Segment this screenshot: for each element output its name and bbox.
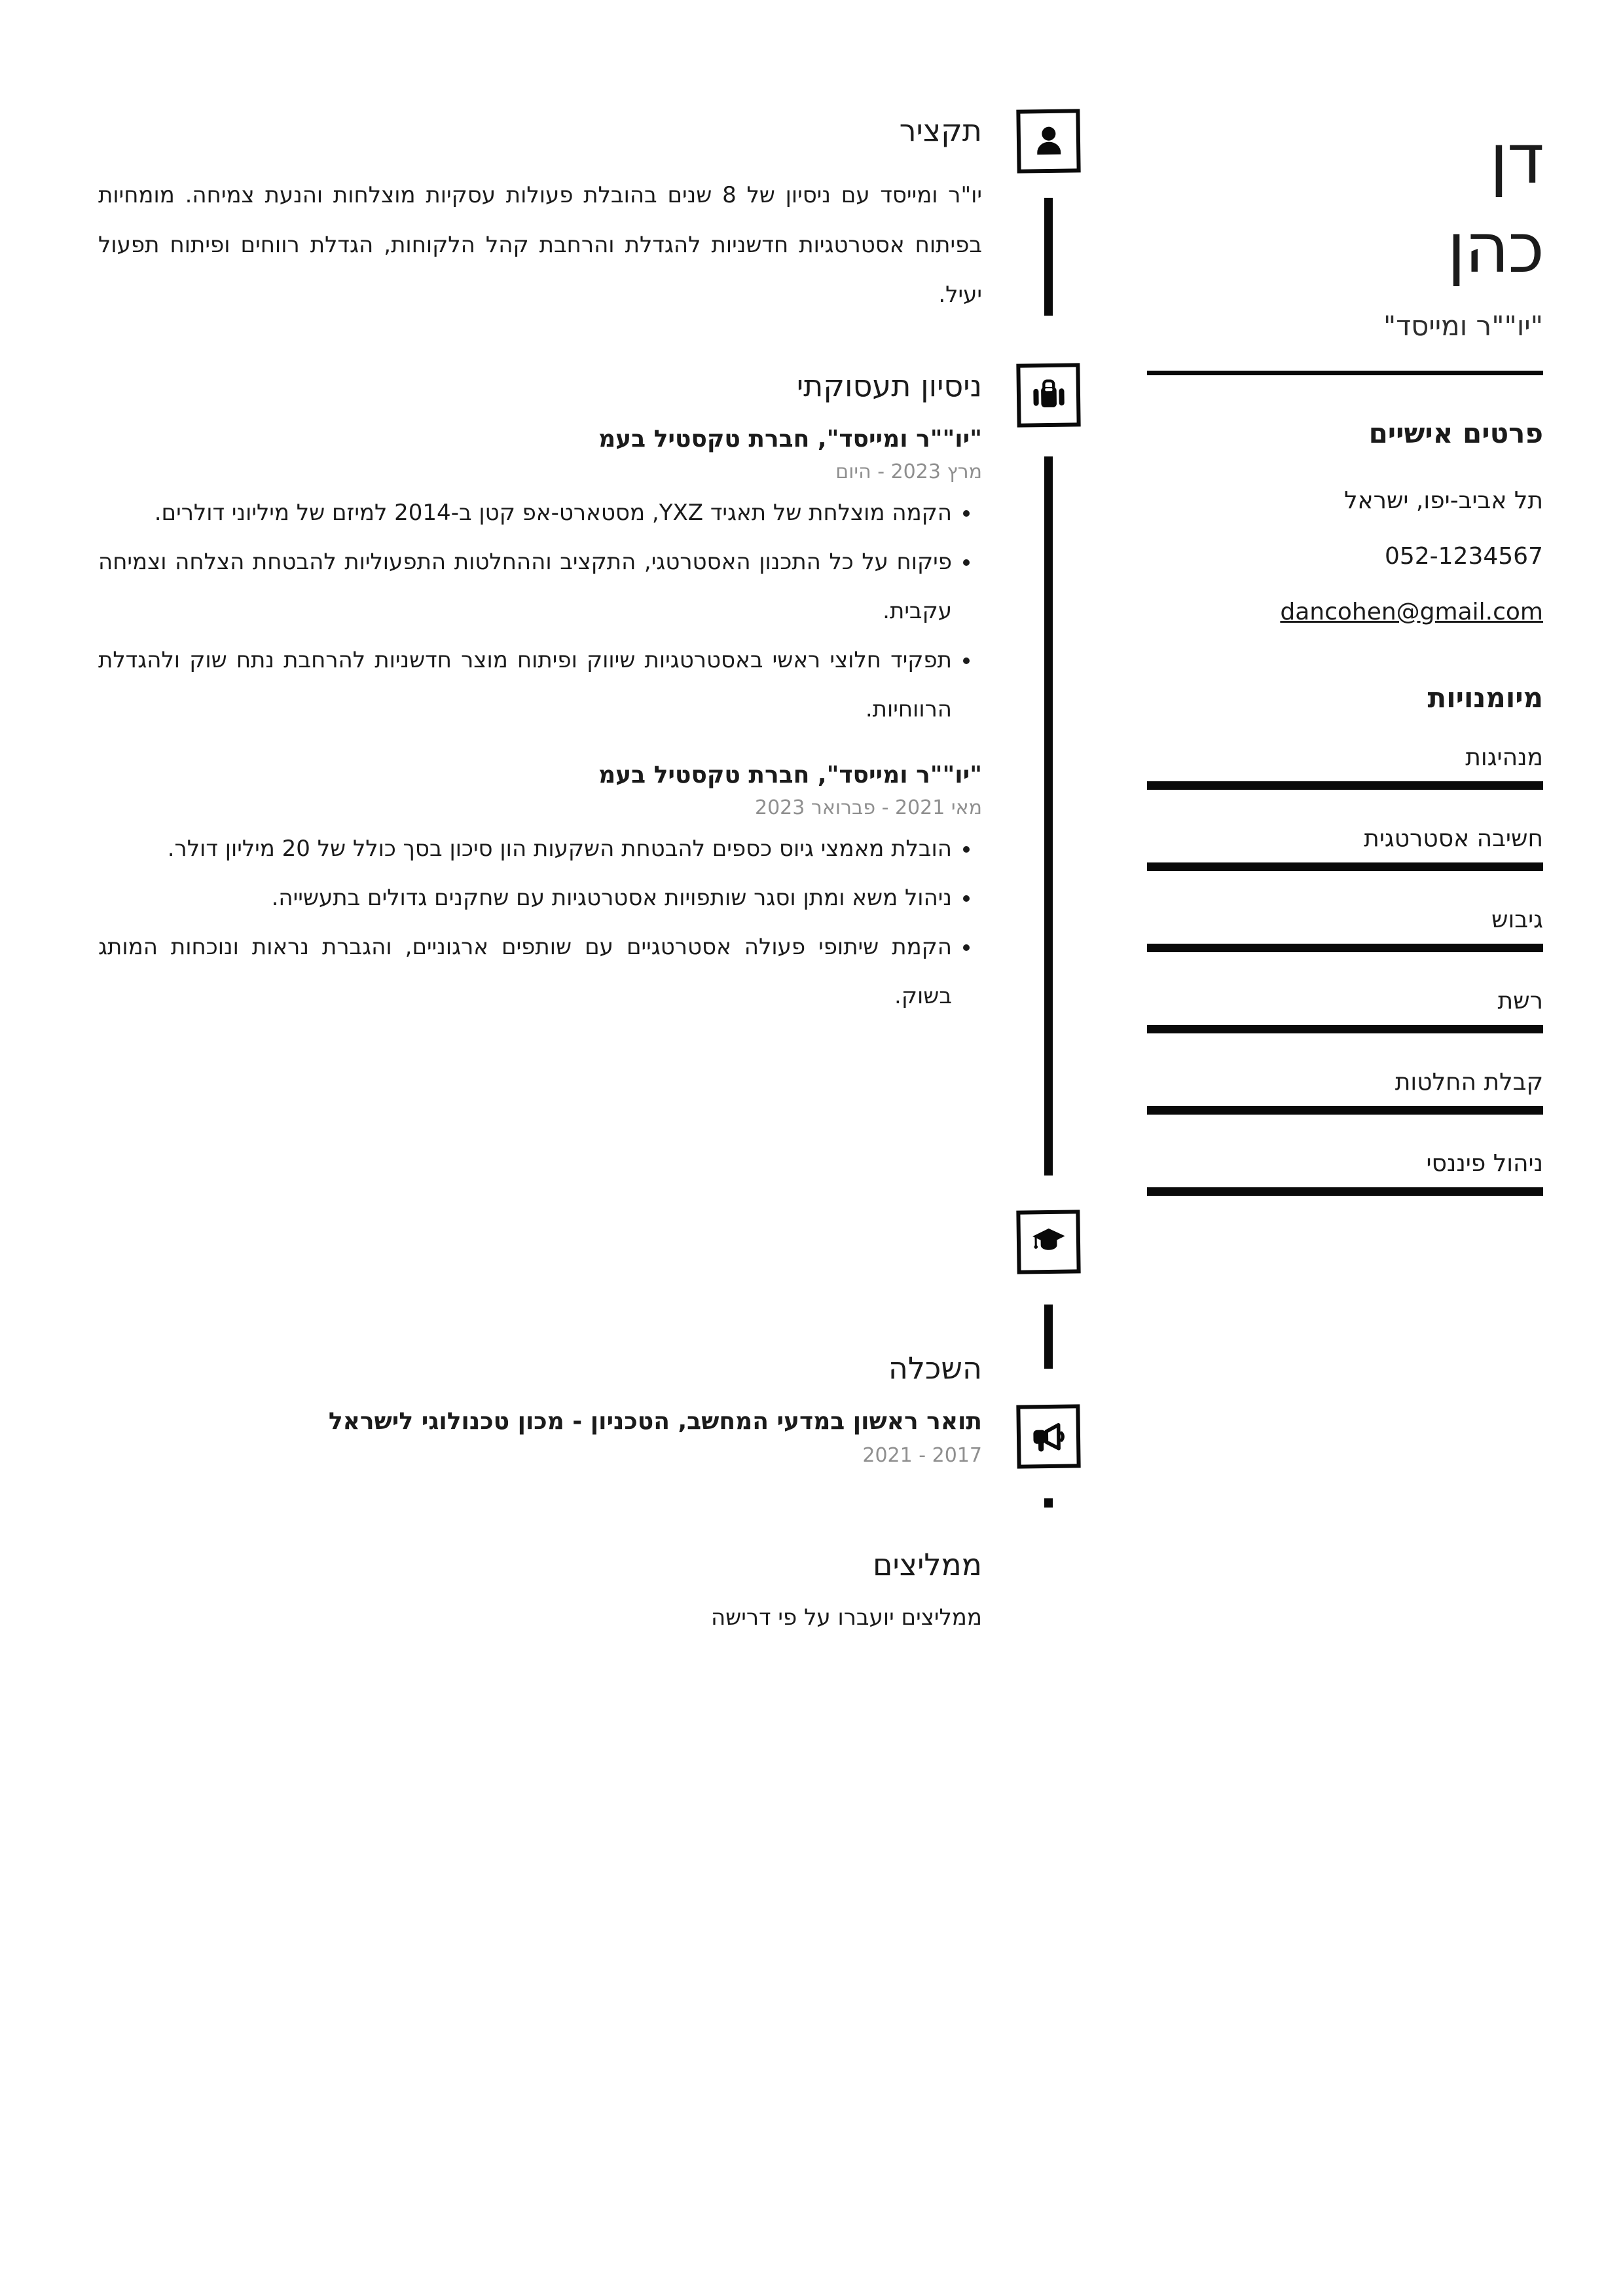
timeline-education-marker xyxy=(1016,1210,1080,1274)
sidebar xyxy=(1147,115,1543,1196)
contact-location: תל אביב-יפו, ישראל xyxy=(1344,487,1543,514)
skill-label: גיבוש xyxy=(1491,906,1543,933)
timeline-connector xyxy=(1044,456,1053,1176)
skill-item xyxy=(1147,1069,1543,1115)
skill-item xyxy=(1147,988,1543,1033)
skill-level-bar xyxy=(1147,862,1543,871)
skill-label: קבלת החלטות xyxy=(1395,1069,1543,1096)
contact-phone: 052-1234567 xyxy=(1384,543,1543,570)
skill-label: מנהיגות xyxy=(1465,744,1543,771)
section-references xyxy=(98,1547,982,1631)
skill-level-bar xyxy=(1147,781,1543,790)
first-name: דן xyxy=(1489,119,1543,199)
job-dates: מרץ 2023 - היום xyxy=(835,460,982,483)
job-bullet-list xyxy=(98,489,982,734)
summary-text: יו"ר ומייסד עם ניסיון של 8 שנים בהובלת פעולות עסקיות מוצלחות והנעת צמיחה. מומחיות בפיתוח אסטרטגיות חדשניות להגדלת והרחבת קהל הלקוחות, הגדלת רווחים ופיתוח תפעול יעיל. xyxy=(98,182,982,308)
job-bullet: • ניהול משא ומתן וסגר שותפויות אסטרטגיות עם שחקנים גדולים בתעשייה. xyxy=(98,874,952,923)
skill-item xyxy=(1147,825,1543,871)
timeline-summary-marker xyxy=(1016,109,1080,173)
section-summary xyxy=(98,113,982,320)
skill-level-bar xyxy=(1147,944,1543,952)
education-heading: השכלה xyxy=(888,1350,982,1386)
personal-details-heading: פרטים אישיים xyxy=(1368,417,1543,449)
timeline-experience-marker xyxy=(1016,363,1080,427)
last-name: כהן xyxy=(1447,208,1543,288)
briefcase-icon xyxy=(1028,375,1069,416)
email-link[interactable]: dancohen@gmail.com xyxy=(1280,599,1543,625)
experience-heading: ניסיון תעסוקתי xyxy=(796,368,982,403)
skill-label: רשת xyxy=(1497,988,1543,1014)
skill-level-bar xyxy=(1147,1025,1543,1033)
job-bullet: • הובלת מאמצי גיוס כספים להבטחת השקעות הון סיכון בסך כולל של 20 מיליון דולר. xyxy=(98,824,952,874)
skill-level-bar xyxy=(1147,1106,1543,1115)
timeline-references-marker xyxy=(1016,1404,1080,1468)
job-title: "יו""ר ומייסד", חברת טקסטיל בעמ xyxy=(598,762,982,788)
contact-email xyxy=(1147,599,1543,625)
job-bullet: • הקמה מוצלחת של תאגיד YXZ, מסטארט-אפ קטן ב-2014 למיזם של מיליוני דולרים. xyxy=(98,489,952,538)
skill-level-fill xyxy=(1147,781,1543,790)
megaphone-icon xyxy=(1028,1416,1069,1457)
skills-heading: מיומנויות xyxy=(1427,682,1543,714)
job-bullet: • הקמת שיתופי פעולה אסטרטגיים עם שותפים ארגוניים, והגברת נראות ונוכחות המותג בשוק. xyxy=(98,923,952,1021)
summary-heading: תקציר xyxy=(899,113,982,148)
graduation-cap-icon xyxy=(1028,1221,1069,1263)
job-bullet-list xyxy=(98,824,982,1021)
skill-level-bar xyxy=(1147,1187,1543,1196)
skill-label: חשיבה אסטרטגית xyxy=(1364,825,1543,852)
skill-item xyxy=(1147,1150,1543,1196)
job-bullet: • פיקוח על כל התכנון האסטרטגי, התקציב וההחלטות התפעוליות להבטחת הצלחה וצמיחה עקבית. xyxy=(98,538,952,636)
job-entry xyxy=(98,762,982,1021)
skill-level-fill xyxy=(1147,862,1543,871)
sidebar-divider xyxy=(1147,371,1543,375)
references-text: ממליצים יועברו על פי דרישה xyxy=(710,1604,982,1631)
section-education xyxy=(98,1350,982,1467)
education-degree: תואר ראשון במדעי המחשב, הטכניון - מכון טכנולוגי לישראל xyxy=(328,1408,982,1435)
skill-level-fill xyxy=(1147,1187,1543,1196)
skill-item xyxy=(1147,906,1543,952)
skill-level-fill xyxy=(1147,944,1543,952)
section-experience xyxy=(98,368,982,1048)
timeline-connector xyxy=(1044,1305,1053,1369)
skill-level-fill xyxy=(1147,1025,1543,1033)
education-dates: 2017 - 2021 xyxy=(862,1444,982,1467)
skill-item xyxy=(1147,744,1543,790)
profile-icon xyxy=(1028,120,1069,162)
job-title: "יו""ר ומייסד", חברת טקסטיל בעמ xyxy=(598,426,982,453)
timeline-connector xyxy=(1044,1498,1053,1508)
references-heading: ממליצים xyxy=(872,1547,982,1582)
job-bullet: • תפקיד חלוצי ראשי באסטרטגיות שיווק ופיתוח מוצר חדשניות להרחבת נתח שוק ולהגדלת הרווחיות. xyxy=(98,636,952,734)
job-title-subheading: "יו""ר ומייסד" xyxy=(1383,310,1543,342)
timeline-connector xyxy=(1044,198,1053,316)
job-entry xyxy=(98,426,982,734)
skill-level-fill xyxy=(1147,1106,1543,1115)
skill-label: ניהול פיננסי xyxy=(1426,1150,1543,1177)
job-dates: מאי 2021 - פברואר 2023 xyxy=(754,796,982,819)
